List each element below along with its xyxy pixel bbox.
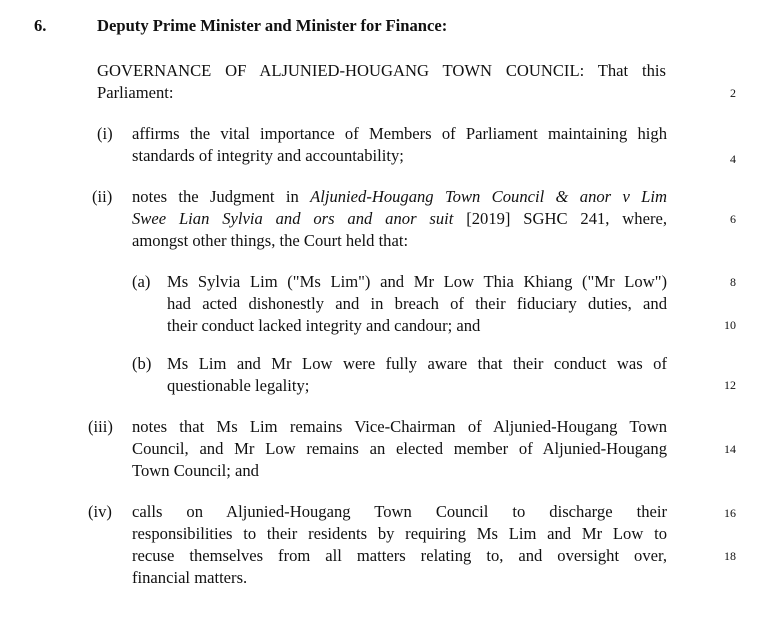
case-name-part-1: Aljunied-Hougang Town Council & anor v Lim: [310, 187, 667, 206]
item-number: 6.: [34, 16, 47, 35]
clause-ii-a-line-1: Ms Sylvia Lim ("Ms Lim") and Mr Low Thia Khiang ("Mr Low"): [167, 272, 667, 291]
clause-i-line-1: affirms the vital importance of Members of Parliament maintaining high: [132, 124, 667, 143]
line-number: 12: [724, 378, 736, 392]
line-number: 4: [730, 152, 736, 166]
clause-ii-b-label: (b): [132, 354, 152, 373]
motion-title: [97, 60, 666, 104]
line-number: 10: [724, 318, 736, 332]
clause-ii-line-3: amongst other things, the Court held that:: [132, 231, 409, 250]
clause-ii-a-text: [167, 271, 667, 337]
clause-i-line-2: standards of integrity and accountability;: [132, 146, 404, 165]
clause-i-text: [132, 123, 667, 167]
motion-title-line-1: GOVERNANCE OF ALJUNIED-HOUGANG TOWN COUNCIL: That this: [97, 61, 666, 80]
clause-iv-line-3: recuse themselves from all matters relating to, and oversight over,: [132, 546, 667, 565]
line-number: 18: [724, 549, 736, 563]
case-name-part-2: Swee Lian Sylvia and ors and anor suit: [132, 209, 454, 228]
clause-ii-a-line-2: had acted dishonestly and in breach of their fiduciary duties, and: [167, 294, 667, 313]
clause-ii-label: (ii): [92, 187, 113, 206]
clause-ii-line-2: [132, 208, 667, 230]
clause-iii-label: (iii): [88, 417, 113, 436]
clause-ii-a-label: (a): [132, 272, 151, 291]
clause-i-label: (i): [97, 124, 113, 143]
clause-ii-text: [132, 186, 667, 252]
clause-iv-line-2: responsibilities to their residents by requiring Ms Lim and Mr Low to: [132, 524, 667, 543]
clause-ii-b-text: [167, 353, 667, 397]
clause-iii-line-1: notes that Ms Lim remains Vice-Chairman of Aljunied-Hougang Town: [132, 417, 667, 436]
clause-ii-b-line-1: Ms Lim and Mr Low were fully aware that their conduct was of: [167, 354, 667, 373]
line-number: 6: [730, 212, 736, 226]
clause-iv-line-4: financial matters.: [132, 568, 248, 587]
clause-iii-text: [132, 416, 667, 482]
clause-iii-line-3: Town Council; and: [132, 461, 259, 480]
clause-ii-line-1-a: notes the Judgment in: [132, 187, 311, 206]
line-number: 16: [724, 506, 736, 520]
clause-iv-text: [132, 501, 667, 589]
case-citation: [2019] SGHC 241, where,: [453, 209, 667, 228]
clause-ii-a-line-3: their conduct lacked integrity and candour; and: [167, 316, 481, 335]
line-number: 8: [730, 275, 736, 289]
clause-iv-label: (iv): [88, 502, 112, 521]
motion-title-line-2: Parliament:: [97, 83, 174, 102]
clause-iv-line-1: calls on Aljunied-Hougang Town Council to discharge their: [132, 502, 667, 521]
item-heading: Deputy Prime Minister and Minister for Finance:: [97, 16, 448, 35]
line-number: 14: [724, 442, 736, 456]
clause-ii-line-1: [132, 186, 667, 208]
line-number: 2: [730, 86, 736, 100]
clause-iii-line-2: Council, and Mr Low remains an elected member of Aljunied-Hougang: [132, 439, 667, 458]
clause-ii-b-line-2: questionable legality;: [167, 376, 310, 395]
